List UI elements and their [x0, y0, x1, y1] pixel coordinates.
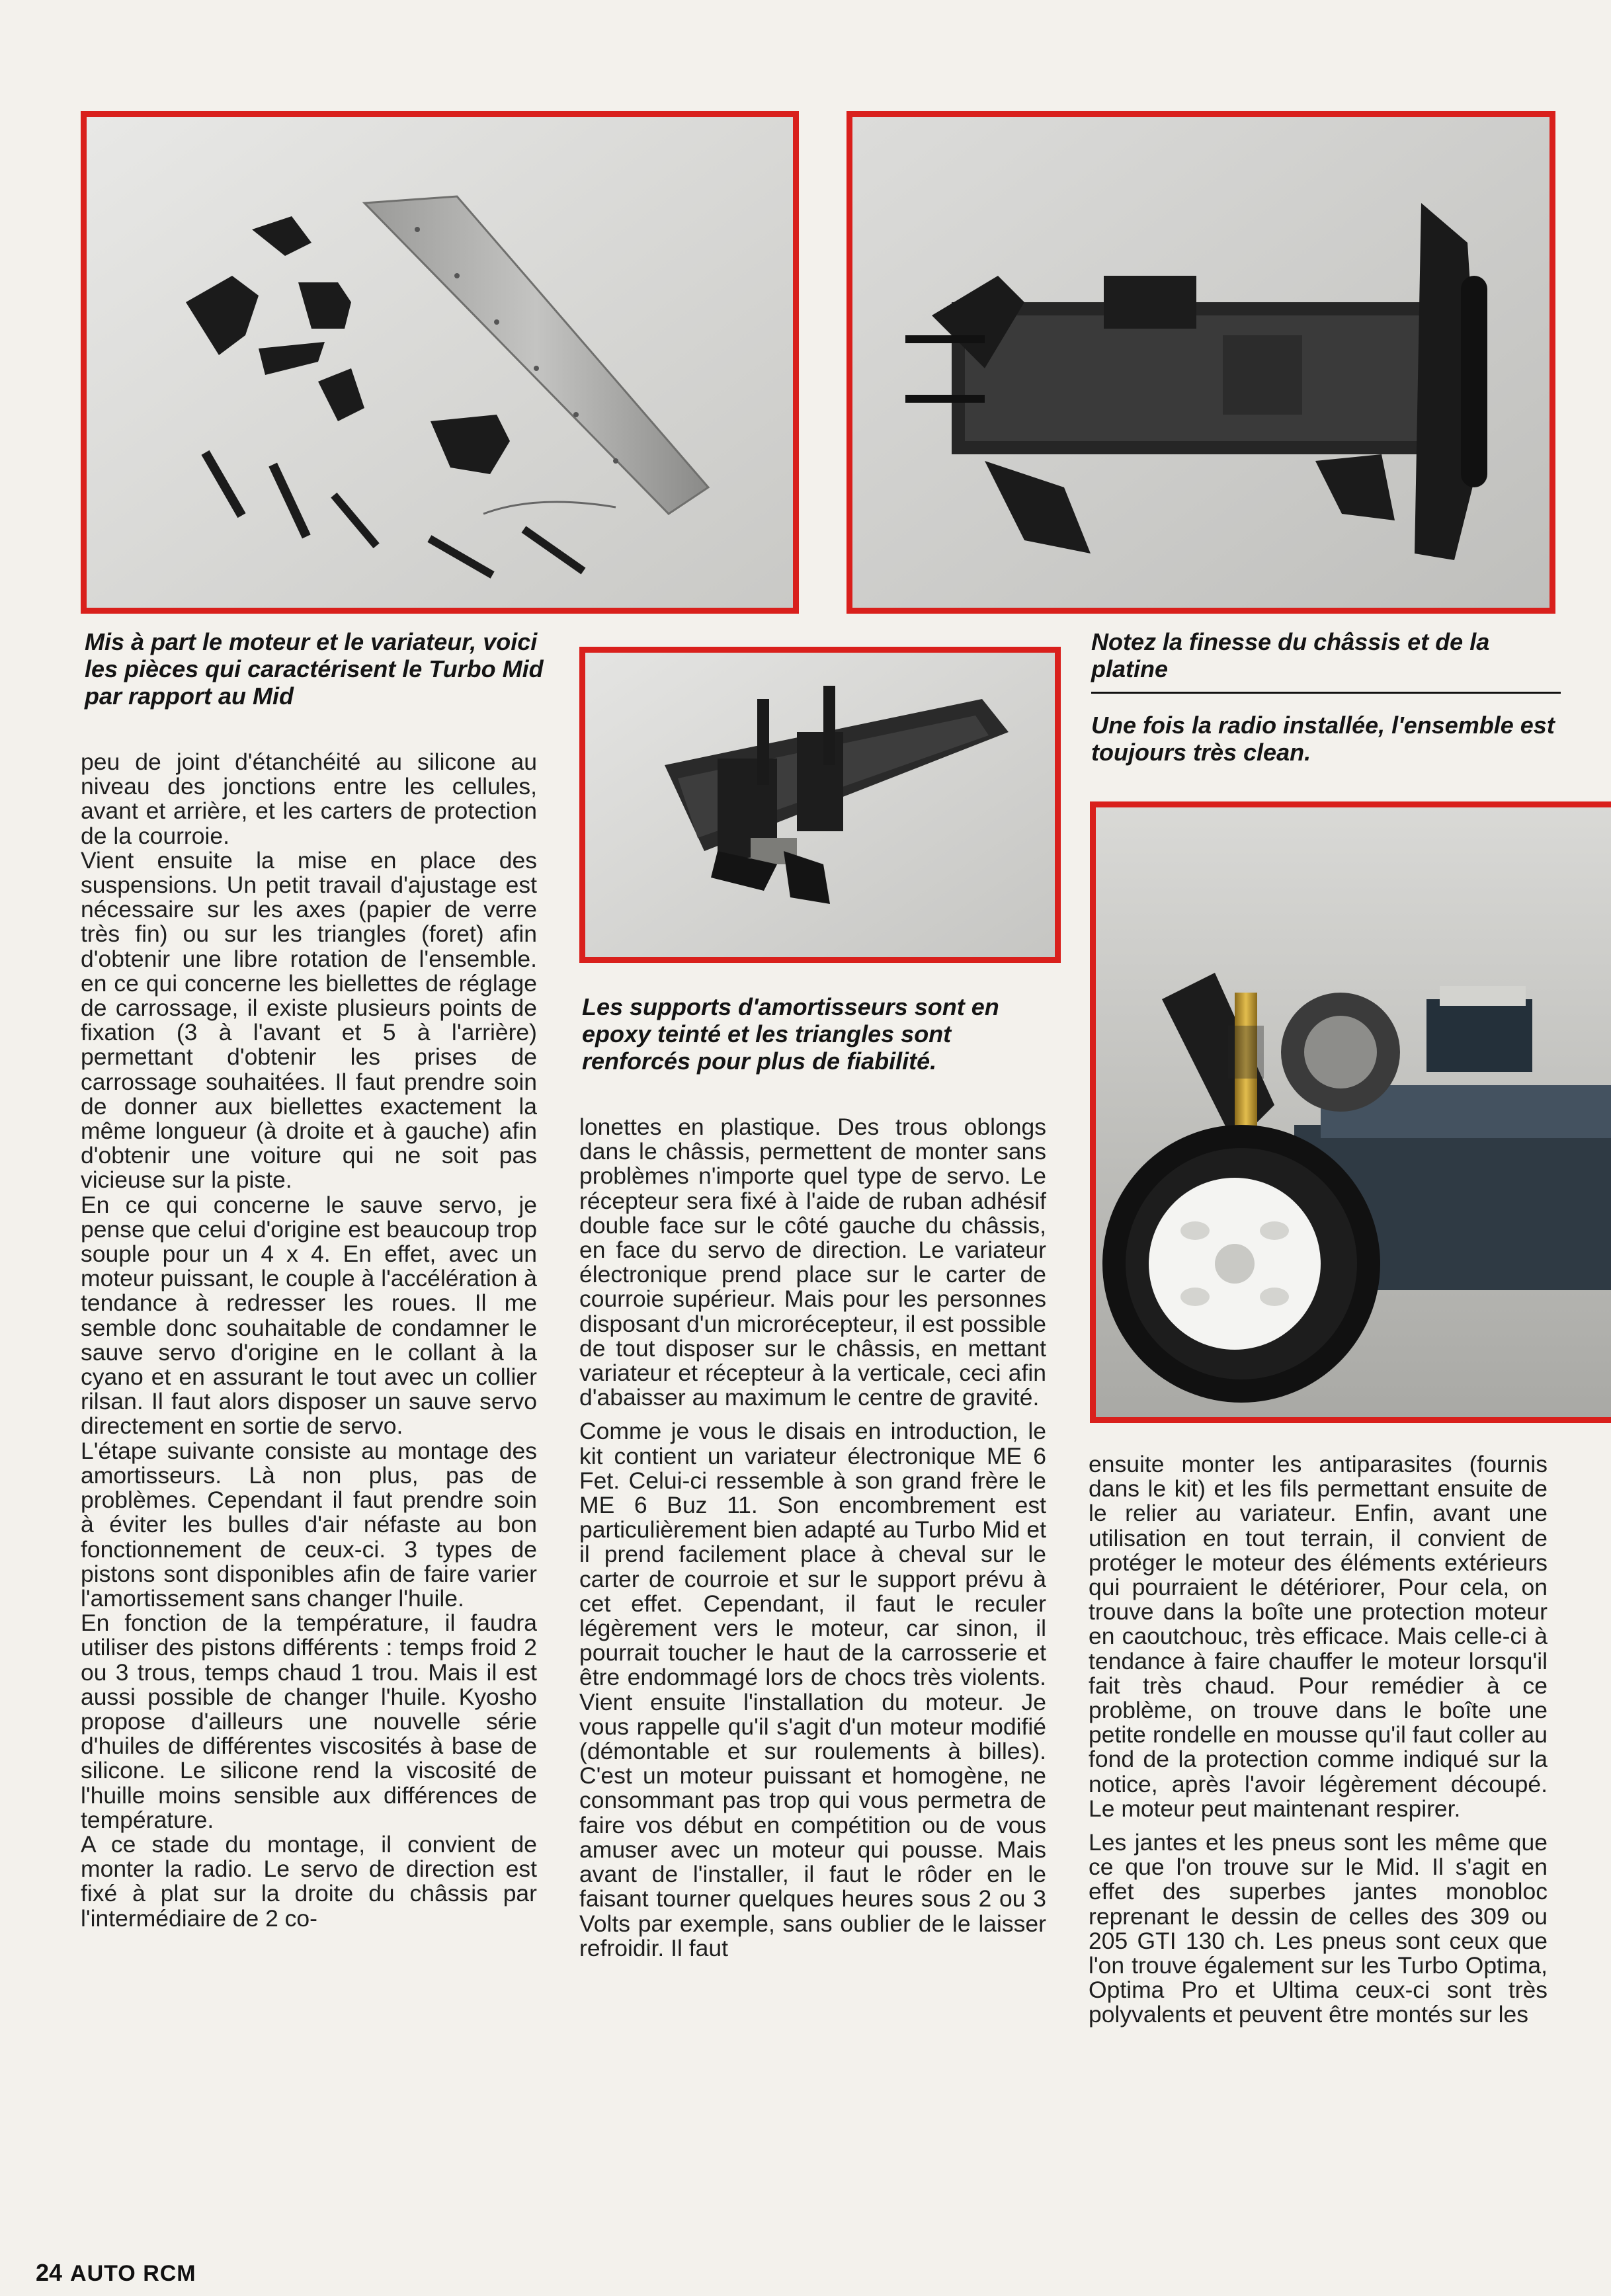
caption-chassis: Notez la finesse du châssis et de la platine: [1091, 628, 1490, 682]
photo-chassis-top: [847, 111, 1555, 614]
caption-parts: Mis à part le moteur et le variateur, voici les pièces qui caractérisent le Turbo Mid par rapport au Mid: [85, 628, 544, 710]
paragraph: ensuite monter les antiparasites (fournis dans le kit) et les fils permettant ensuite de le relier au variateur. Enfin, avant une utilisation en tout terrain, il convient de protéger le moteur des éléments extérieurs qui pourraient le détériorer, Pour cela, on trouve dans la boîte une protection moteur en caoutchouc, très efficace. Mais celle-ci à tendance à faire chauffer le moteur lorsqu'il fait très chaud. Pour remédier à ce problème, on trouve dans le boîte une petite rondelle en mousse qu'il faut coller au fond de la protection comme indiqué sur la notice, après l'avoir légèrement découpé. Le moteur peut maintenant respirer.: [1089, 1451, 1548, 1822]
photo-shock-supports: [579, 647, 1061, 963]
paragraph: Vient ensuite la mise en place des suspensions. Un petit travail d'ajustage est nécessaire sur les axes (papier de verre très fin) ou sur les triangles (foret) afin d'obtenir une libre rotation de l'ensemble. en ce qui concerne les biellettes de réglage de carrossage, il existe plusieurs points de fixation (3 à l'avant et 5 à l'arrière) permettant d'obtenir les prises de carrossage souhaitées. Il faut prendre soin de donner aux biellettes exactement la même longueur (à droite et à gauche) afin d'obtenir une voiture qui ne soit pas vicieuse sur la piste.: [81, 846, 537, 1194]
kit-parts-illustration: [87, 117, 793, 608]
paragraph: En ce qui concerne le sauve servo, je pense que celui d'origine est beaucoup trop souple pour un 4 x 4. En effet, avec un moteur puissant, le couple à l'accélération à tendance à redresser les roues. Il me semble donc souhaitable de condamner le sauve servo d'origine en le collant à la cyano et en assurant le tout avec un collier rilsan. Il faut alors disposer un sauve servo directement en sortie de servo.: [81, 1191, 537, 1440]
car-illustration: [1096, 807, 1611, 1417]
text-column-left: [81, 750, 537, 1931]
paragraph: L'étape suivante consiste au montage des amortisseurs. Là non plus, pas de problèmes. Cependant il faut prendre soin à éviter les bulles d'air néfaste au bon fonctionnement de ceux-ci. 3 types de pistons sont disponibles afin de faire varier l'amortissement sans changer l'huile.: [81, 1437, 537, 1612]
page-folio: [36, 2259, 196, 2287]
page-number: 24: [36, 2259, 63, 2286]
chassis-illustration: [852, 117, 1549, 608]
photo-kit-parts: [81, 111, 799, 614]
photo-car-front: [1090, 801, 1611, 1423]
caption-shocks: Les supports d'amortisseurs sont en epoxy teinté et les triangles sont renforcés pour plus de fiabilité.: [582, 993, 999, 1075]
caption-radio: Une fois la radio installée, l'ensemble est toujours très clean.: [1091, 712, 1555, 766]
text-column-right: [1089, 1452, 1548, 2028]
paragraph: peu de joint d'étanchéité au silicone au niveau des jonctions entre les cellules, avant et arrière, et les carters de protection de la courroie.: [81, 749, 537, 849]
shock-supports-illustration: [585, 653, 1055, 957]
text-column-middle: [579, 1115, 1046, 1961]
paragraph: En fonction de la température, il faudra utiliser des pistons différents : temps froid 2 ou 3 trous, temps chaud 1 trou. Mais il est aussi possible de changer l'huile. Kyosho propose d'ailleurs une nouvelle série d'huiles de différentes viscosités à base de silicone. Le silicone rend la viscosité de l'huille moins sensible aux différences de température.: [81, 1610, 537, 1833]
paragraph: lonettes en plastique. Des trous oblongs dans le châssis, permettent de monter sans problèmes n'importe quel type de servo. Le récepteur sera fixé à l'aide de ruban adhésif double face sur le côté gauche du châssis, en face du servo de direction. Le variateur électronique prend place sur le carter de courroie supérieur. Mais pour les personnes disposant d'un microrécepteur, il est possible de tout disposer sur le châssis, en mettant variateur et récepteur à la verticale, ceci afin d'abaisser au maximum le centre de gravité.: [579, 1114, 1046, 1411]
paragraph: A ce stade du montage, il convient de monter la radio. Le servo de direction est fixé à plat sur la droite du châssis par l'intermédiaire de 2 co-: [81, 1830, 537, 1932]
paragraph: Comme je vous le disais en introduction, le kit contient un variateur électronique ME 6 Fet. Celui-ci ressemble à son grand frère le ME 6 Buz 11. Son encombrement est particulièrement bien adapté au Turbo Mid et il prend facilement place à cheval sur le carter de courroie et sur le support prévu à cet effet. Cependant, il faut le reculer légèrement vers le moteur, car sinon, il pourrait toucher le haut de la carrosserie et être endommagé lors de chocs très violents. Vient ensuite l'installation du moteur. Je vous rappelle qu'il s'agit d'un moteur modifié (démontable et sur roulements à billes). C'est un moteur puissant et homogène, ne consommant pas trop qui vous permetra de faire vos début en compétition ou de vous amuser avec un moteur qui pousse. Mais avant de l'installer, il faut le rôder en le faisant tourner quelques heures sous 2 ou 3 Volts par exemple, sans oublier de le laisser refroidir. Il faut: [579, 1418, 1046, 1961]
magazine-name: AUTO RCM: [70, 2261, 196, 2286]
paragraph: Les jantes et les pneus sont les même que ce que l'on trouve sur le Mid. Il s'agit en effet des superbes jantes monobloc reprenant le dessin de celles des 309 ou 205 GTI 130 ch. Les pneus sont ceux que l'on trouve également sur les Turbo Optima, Optima Pro et Ultima ceux-ci sont très polyvalents et peuvent être montés sur les: [1089, 1829, 1548, 2028]
caption-divider: [1091, 692, 1561, 694]
